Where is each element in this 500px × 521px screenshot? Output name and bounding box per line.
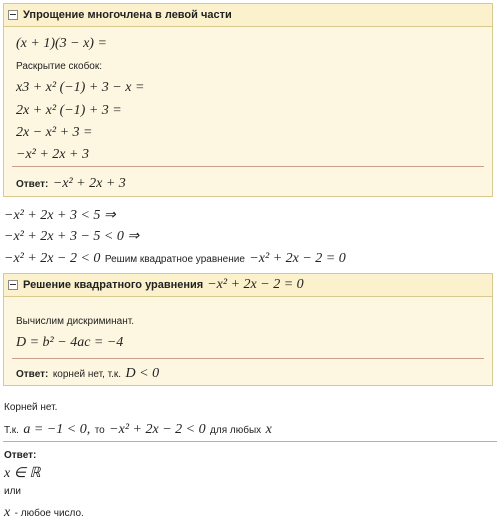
step-line-3: 2x − x² + 3 =	[16, 125, 93, 140]
to-text: то	[94, 425, 105, 436]
for-all-text: для любых	[210, 425, 262, 436]
answer-value: −x² + 2x + 3	[52, 176, 126, 191]
discriminant-text: Вычислим дискриминант.	[16, 316, 134, 327]
inequality-always: −x² + 2x − 2 < 0	[109, 422, 206, 437]
simplify-panel	[3, 3, 493, 197]
any-number-line	[4, 503, 84, 521]
step-line-4: −x² + 2x + 3	[16, 147, 89, 162]
original-expression: (x + 1)(3 − x) =	[16, 36, 107, 51]
final-answer-set: x ∈ ℝ	[4, 466, 41, 481]
answer-text: корней нет, т.к.	[52, 369, 122, 380]
collapse-icon[interactable]	[8, 10, 18, 20]
inequality-line-3-math: −x² + 2x − 2 < 0	[4, 251, 101, 266]
solve-equation-text: Решим квадратное уравнение	[104, 254, 245, 265]
tk-text: Т.к.	[4, 425, 19, 436]
simplify-panel-title: Упрощение многочлена в левой части	[23, 9, 232, 21]
quadratic-panel-header[interactable]	[4, 274, 492, 297]
inequality-line-3	[4, 249, 346, 267]
quadratic-panel-title-equation: −x² + 2x − 2 = 0	[207, 277, 304, 292]
or-text: или	[4, 486, 22, 497]
answer-divider	[12, 358, 484, 359]
answer-label: Ответ:	[16, 369, 49, 380]
simplify-answer	[16, 174, 126, 192]
no-roots-text: Корней нет.	[4, 402, 58, 413]
collapse-icon[interactable]	[8, 280, 18, 290]
step-line-2: 2x + x² (−1) + 3 =	[16, 103, 122, 118]
answer-label: Ответ:	[16, 179, 49, 190]
answer-condition: D < 0	[125, 366, 160, 381]
quadratic-answer	[16, 364, 159, 382]
quadratic-equation: −x² + 2x − 2 = 0	[249, 251, 346, 266]
x-any: x	[4, 505, 11, 520]
expand-brackets-label: Раскрытие скобок:	[16, 61, 103, 72]
coefficient-condition: a = −1 < 0,	[23, 422, 91, 437]
step-line-1: x3 + x² (−1) + 3 − x =	[16, 80, 145, 95]
final-answer-label: Ответ:	[4, 450, 37, 461]
final-divider	[3, 441, 497, 442]
conclusion-line	[4, 420, 272, 438]
answer-divider	[12, 166, 484, 167]
discriminant-formula: D = b² − 4ac = −4	[16, 335, 124, 350]
inequality-line-1: −x² + 2x + 3 < 5 ⇒	[4, 208, 116, 223]
quadratic-panel	[3, 273, 493, 386]
inequality-line-2: −x² + 2x + 3 − 5 < 0 ⇒	[4, 229, 140, 244]
quadratic-panel-title: Решение квадратного уравнения	[23, 279, 204, 291]
simplify-panel-header[interactable]	[4, 4, 492, 27]
any-number-text: - любое число.	[14, 508, 84, 519]
x-variable: x	[265, 422, 272, 437]
